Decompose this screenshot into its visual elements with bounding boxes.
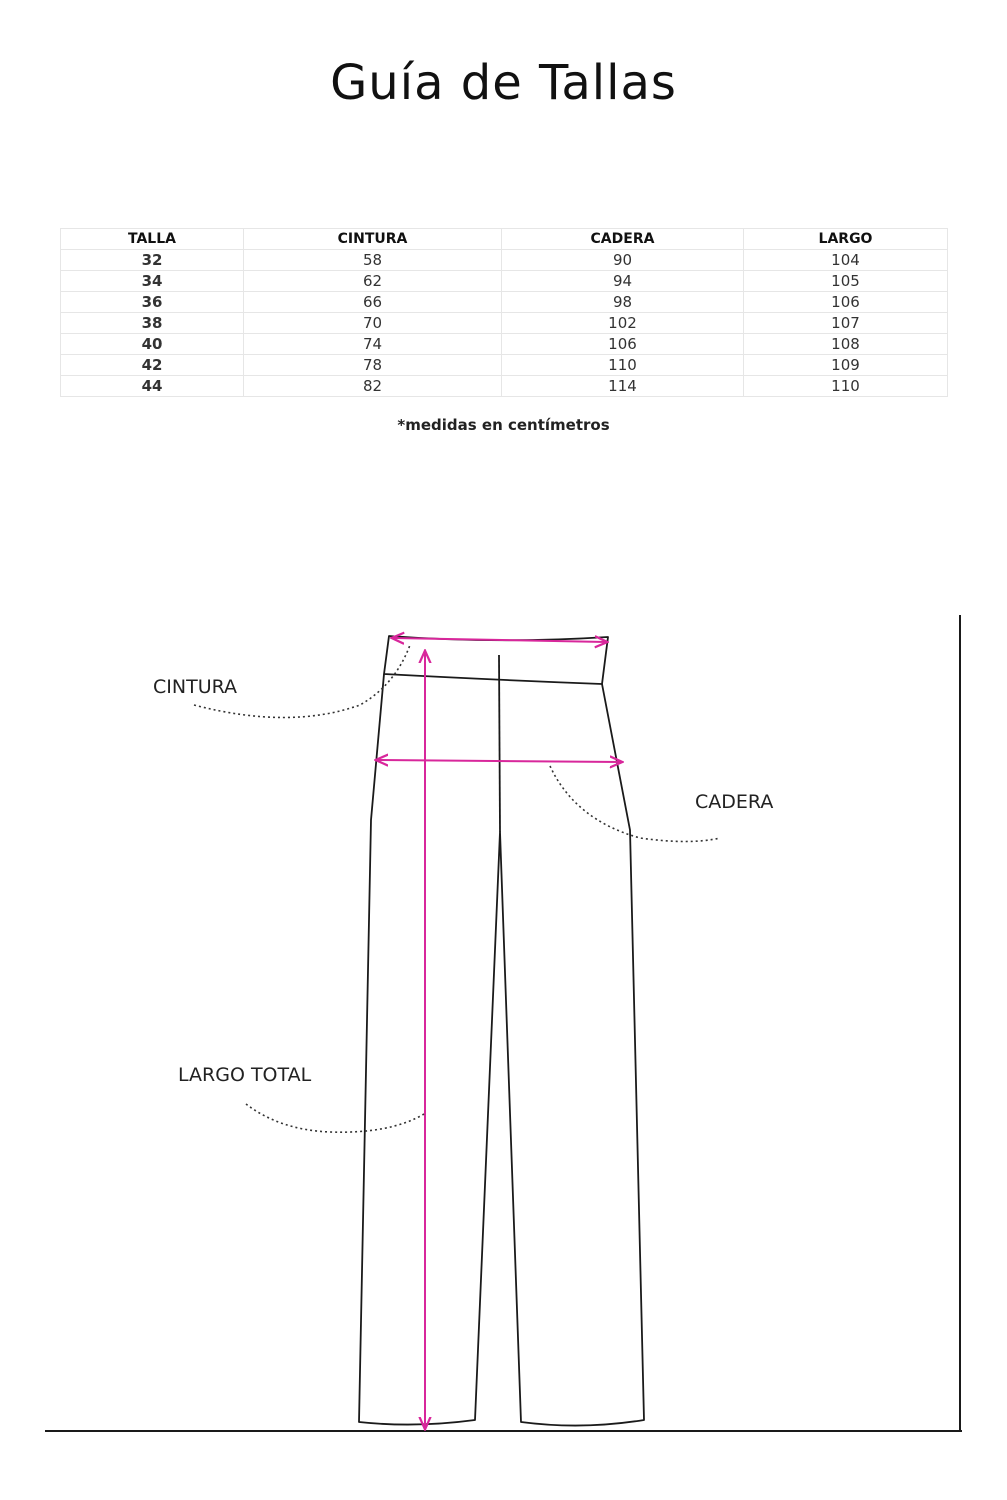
length-cell: 104 — [744, 250, 948, 271]
hip-measure-arrow — [377, 760, 621, 762]
length-leader-line — [246, 1104, 424, 1132]
column-header-hip: CADERA — [502, 229, 744, 250]
size-cell: 34 — [61, 271, 244, 292]
hip-label: CADERA — [695, 791, 774, 813]
waist-cell: 70 — [244, 313, 502, 334]
size-cell: 40 — [61, 334, 244, 355]
column-header-length: LARGO — [744, 229, 948, 250]
hip-cell: 90 — [502, 250, 744, 271]
hip-cell: 102 — [502, 313, 744, 334]
hip-cell: 106 — [502, 334, 744, 355]
units-note: *medidas en centímetros — [397, 416, 610, 434]
hip-cell: 110 — [502, 355, 744, 376]
waist-cell: 62 — [244, 271, 502, 292]
waist-cell: 78 — [244, 355, 502, 376]
length-label: LARGO TOTAL — [178, 1064, 312, 1086]
size-cell: 36 — [61, 292, 244, 313]
column-header-waist: CINTURA — [244, 229, 502, 250]
hip-cell: 98 — [502, 292, 744, 313]
size-cell: 44 — [61, 376, 244, 397]
waist-cell: 58 — [244, 250, 502, 271]
waist-cell: 74 — [244, 334, 502, 355]
size-cell: 32 — [61, 250, 244, 271]
hip-cell: 94 — [502, 271, 744, 292]
size-cell: 38 — [61, 313, 244, 334]
waist-label: CINTURA — [153, 676, 238, 698]
length-cell: 105 — [744, 271, 948, 292]
hip-cell: 114 — [502, 376, 744, 397]
length-cell: 106 — [744, 292, 948, 313]
length-cell: 109 — [744, 355, 948, 376]
length-cell: 110 — [744, 376, 948, 397]
page-title: Guía de Tallas — [330, 55, 677, 111]
column-header-size: TALLA — [61, 229, 244, 250]
size-cell: 42 — [61, 355, 244, 376]
length-cell: 107 — [744, 313, 948, 334]
pants-outline — [359, 636, 644, 1426]
length-cell: 108 — [744, 334, 948, 355]
waist-cell: 82 — [244, 376, 502, 397]
waist-cell: 66 — [244, 292, 502, 313]
